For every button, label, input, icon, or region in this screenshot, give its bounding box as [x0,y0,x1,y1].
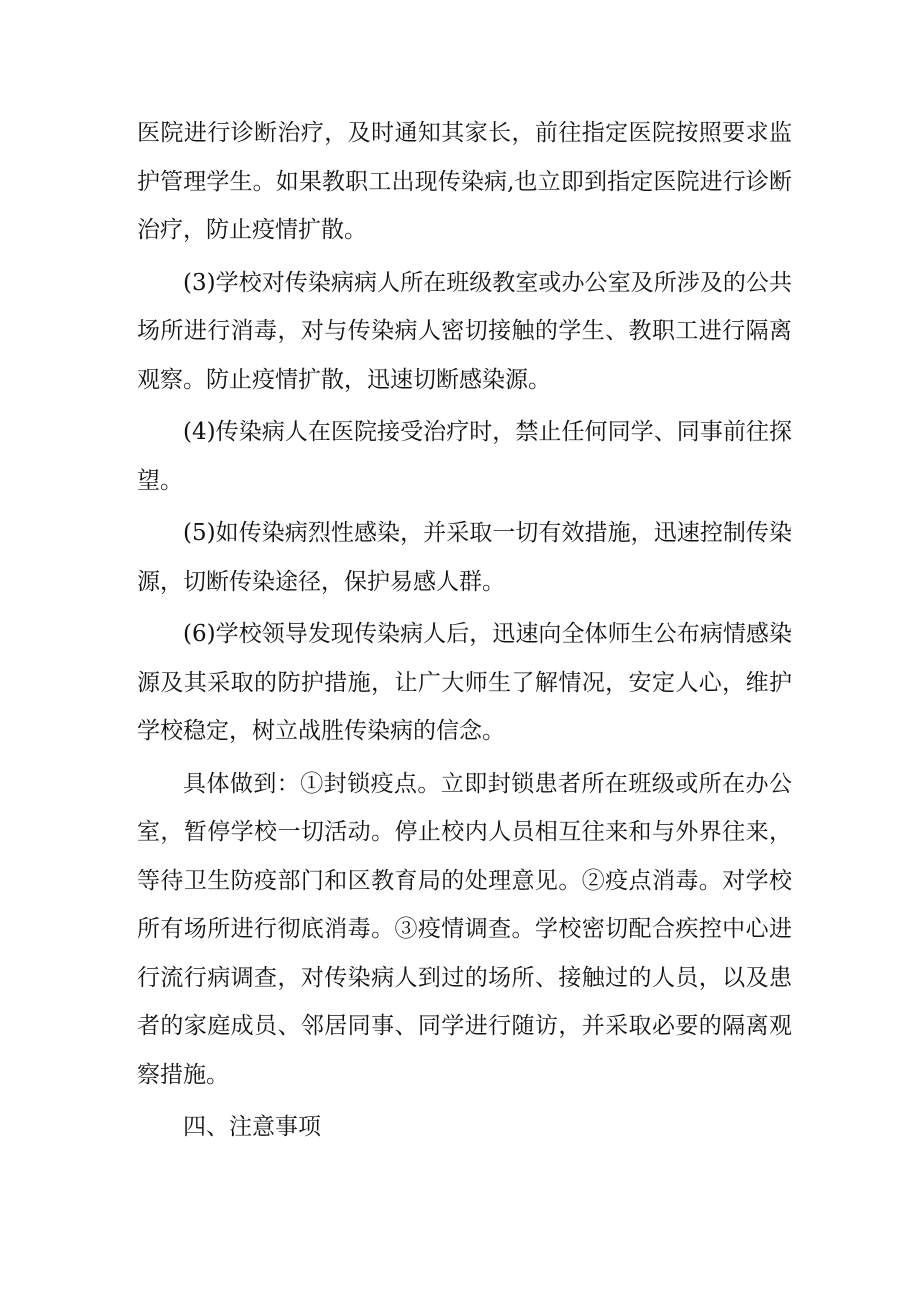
paragraph-item-6: (6)学校领导发现传染病人后，迅速向全体师生公布病情感染源及其采取的防护措施，让广大师生了解情况，安定人心，维护学校稳定，树立战胜传染病的信念。 [137,621,792,744]
document-body [137,109,792,1152]
section-heading-notes: 四、注意事项 [183,1114,321,1140]
paragraph-item-3: (3)学校对传染病病人所在班级教室或办公室及所涉及的公共场所进行消毒，对与传染病人密切接触的学生、教职工进行隔离观察。防止疫情扩散，迅速切断感染源。 [137,269,792,393]
paragraph-item-4: (4)传染病人在医院接受治疗时，禁止任何同学、同事前往探望。 [137,419,792,494]
paragraph-specific-measures: 具体做到：①封锁疫点。立即封锁患者所在班级或所在办公室，暂停学校一切活动。停止校内人员相互往来和与外界往来，等待卫生防疫部门和区教育局的处理意见。②疫点消毒。对学校所有场所进行彻底消毒。③疫情调查。学校密切配合疾控中心进行流行病调查，对传染病人到过的场所、接触过的人员，以及患者的家庭成员、邻居同事、同学进行随访，并采取必要的隔离观察措施。 [137,770,792,1088]
paragraph-continuation: 医院进行诊断治疗，及时通知其家长，前往指定医院按照要求监护管理学生。如果教职工出现传染病,也立即到指定医院进行诊断治疗，防止疫情扩散。 [137,120,792,243]
paragraph-item-5: (5)如传染病烈性感染，并采取一切有效措施，迅速控制传染源，切断传染途径，保护易感人群。 [137,520,792,595]
